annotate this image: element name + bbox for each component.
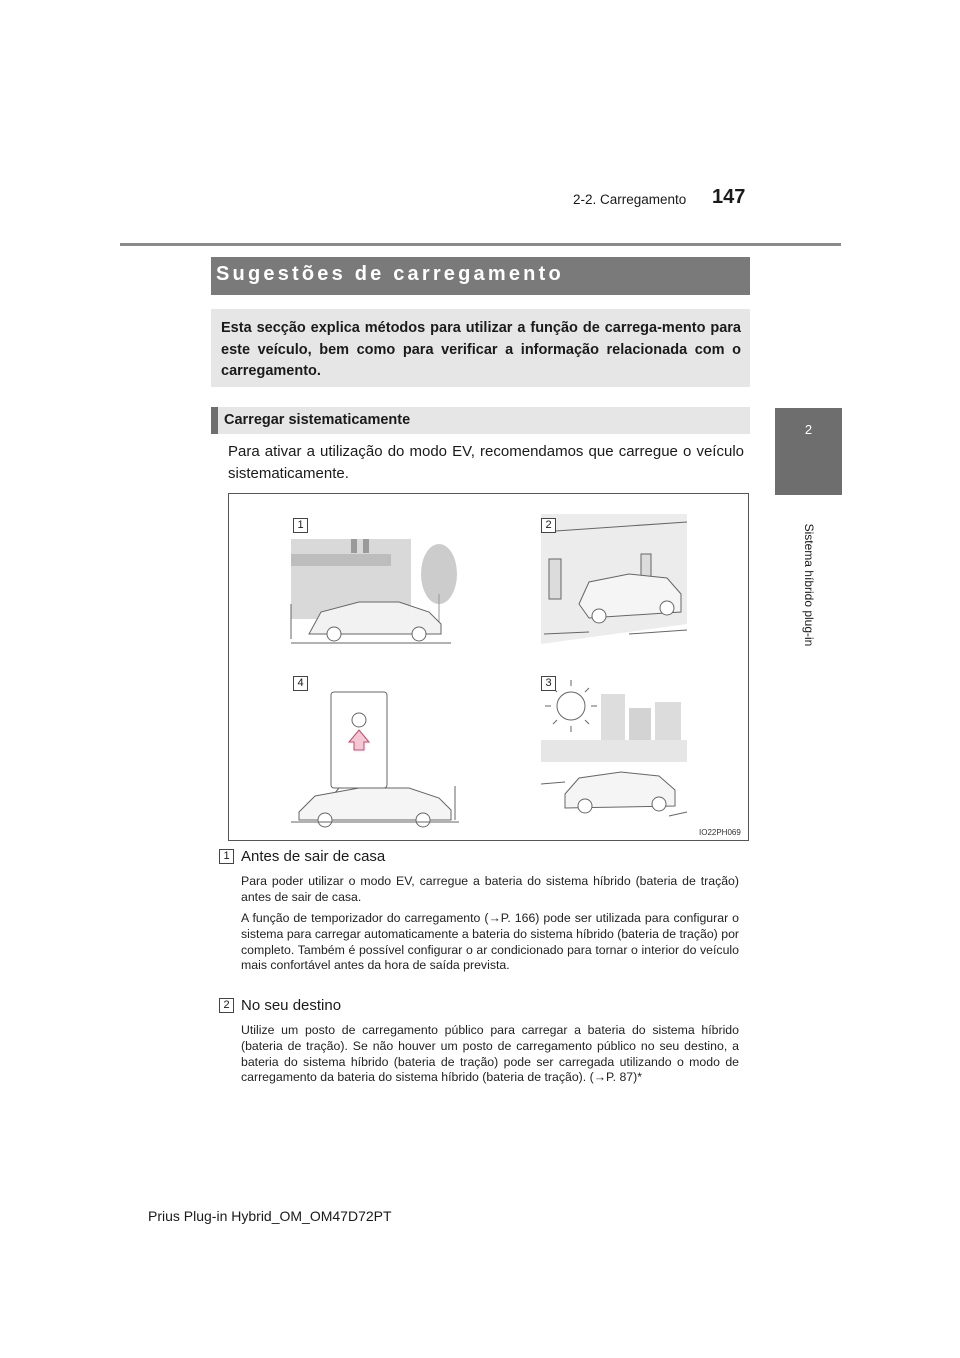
item-2-paragraph-1: Utilize um posto de carregamento público para carregar a bateria do sistema híbrido (bateria de tração). Se não houver um posto de carregamento público no seu destino, a bateria do sistema híbrido (bateria de tração) pode ser carregada utilizando o modo de carregamento da bateria do sistema híbrido (bateria de tração). (→P. 87)* (241, 1023, 739, 1085)
footer-doc-id: Prius Plug-in Hybrid_OM_OM47D72PT (148, 1208, 392, 1224)
figure-marker-3: 3 (541, 676, 556, 691)
figure-marker-4: 4 (293, 676, 308, 691)
figure-marker-2: 2 (541, 518, 556, 533)
scene-destination-charging (541, 680, 687, 816)
illustration (228, 493, 749, 841)
page-title: Sugestões de carregamento (216, 263, 564, 285)
scene-home-charging (291, 539, 457, 643)
section-title: 2-2. Carregamento (573, 192, 687, 207)
subsection-paragraph: Para ativar a utilização do modo EV, recomendamos que carregue o veículo sistematicamente. (228, 443, 744, 482)
item-heading-1: Antes de sair de casa (241, 848, 386, 865)
subsection-accent (211, 407, 218, 434)
item-1-paragraph-1: Para poder utilizar o modo EV, carregue a bateria do sistema híbrido (bateria de tração) antes de sair de casa. (241, 874, 739, 904)
chapter-label: Sistema híbrido plug-in (802, 523, 816, 647)
item-1-paragraph-2: A função de temporizador do carregamento (→P. 166) pode ser utilizada para configurar o sistema para carregar automaticamente a bateria do sistema híbrido (bateria de tração) por completo. Também é possível configurar o ar condicionado para tornar o interior do veículo mais confortável antes da hora de saída prevista. (241, 911, 739, 973)
item-marker-2: 2 (219, 998, 234, 1013)
scene-public-charging (541, 514, 687, 644)
figure-code: IO22PH069 (699, 828, 741, 837)
chapter-number: 2 (804, 422, 813, 437)
scene-timer-charging (291, 692, 459, 827)
header-rule (120, 243, 841, 246)
page-number: 147 (712, 186, 746, 208)
intro-box (211, 309, 750, 387)
charging-scenes-illustration (229, 494, 748, 840)
intro-text: Esta secção explica métodos para utilizar a função de carrega-mento para este veículo, bem como para verificar a informação relacionada com o carregamento. (221, 320, 741, 379)
item-marker-1: 1 (219, 849, 234, 864)
item-heading-2: No seu destino (241, 997, 342, 1014)
figure-marker-1: 1 (293, 518, 308, 533)
subsection-title: Carregar sistematicamente (224, 412, 411, 428)
